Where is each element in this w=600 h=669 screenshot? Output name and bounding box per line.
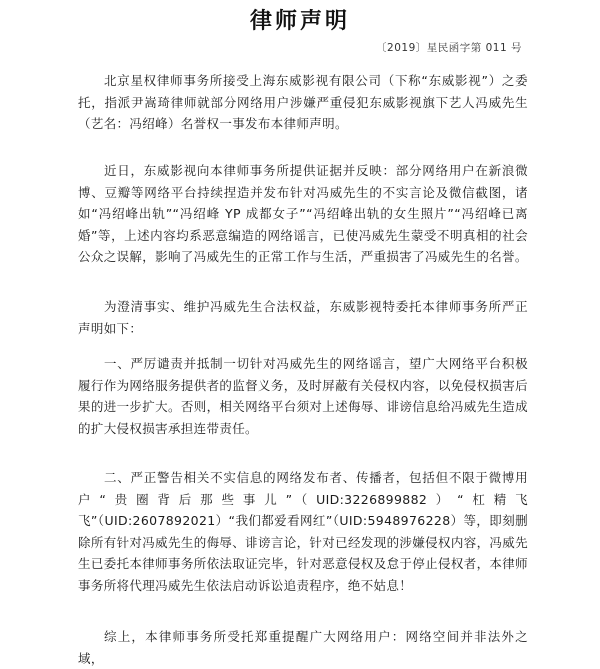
- paragraph-facts: 近日，东威影视向本律师事务所提供证据并反映：部分网络用户在新浪微博、豆瓣等网络平台持续捏造并发布针对冯威先生的不实言论及微信截图，诸如“冯绍峰出轨”“冯绍峰 YP 成都女子”“冯绍峰出轨的女生照片”“冯绍峰已离婚”等，上述内容均系恶意编造的网络谣言，已使冯威先生蒙受不明真相的社会公众之误解，影响了冯威先生的正常工作与生活，严重损害了冯威先生的名誉。: [78, 163, 528, 265]
- paragraph-point-one: 一、严厉谴责并抵制一切针对冯威先生的网络谣言，望广大网络平台积极履行作为网络服务提供者的监督义务，及时屏蔽有关侵权内容，以免侵权损害后果的进一步扩大。否则，相关网络平台须对上述侮辱、诽谤信息给冯威先生造成的扩大侵权损害承担连带责任。: [78, 356, 528, 436]
- paragraph-point-two: 二、严正警告相关不实信息的网络发布者、传播者，包括但不限于微博用户“贵圈背后那些事儿”（UID:3226899882）“杠精飞飞”（UID:2607892021）“我们都爱看网红”（UID:5948976228）等，即刻删除所有针对冯威先生的侮辱、诽谤言论，针对已经发现的涉嫌侵权内容，冯威先生已委托本律师事务所依法取证完毕，针对恶意侵权及怠于停止侵权者，本律师事务所将代理冯威先生依法启动诉讼追责程序，绝不姑息！: [78, 470, 528, 593]
- paragraph-conclusion: 综上，本律师事务所受托郑重提醒广大网络用户：网络空间并非法外之域，: [78, 629, 528, 666]
- paragraph-intro: 北京星权律师事务所接受上海东威影视有限公司（下称“东威影视”）之委托，指派尹嵩琦律师就部分网络用户涉嫌严重侵犯东威影视旗下艺人冯威先生（艺名：冯绍峰）名誉权一事发布本律师声明。: [78, 73, 528, 132]
- paragraph-declaration-lead: 为澄清事实、维护冯威先生合法权益，东威影视特委托本律师事务所严正声明如下：: [78, 299, 528, 336]
- statement-title: 律师声明: [249, 9, 350, 34]
- document-number: 〔2019〕星民函字第 011 号: [376, 42, 522, 54]
